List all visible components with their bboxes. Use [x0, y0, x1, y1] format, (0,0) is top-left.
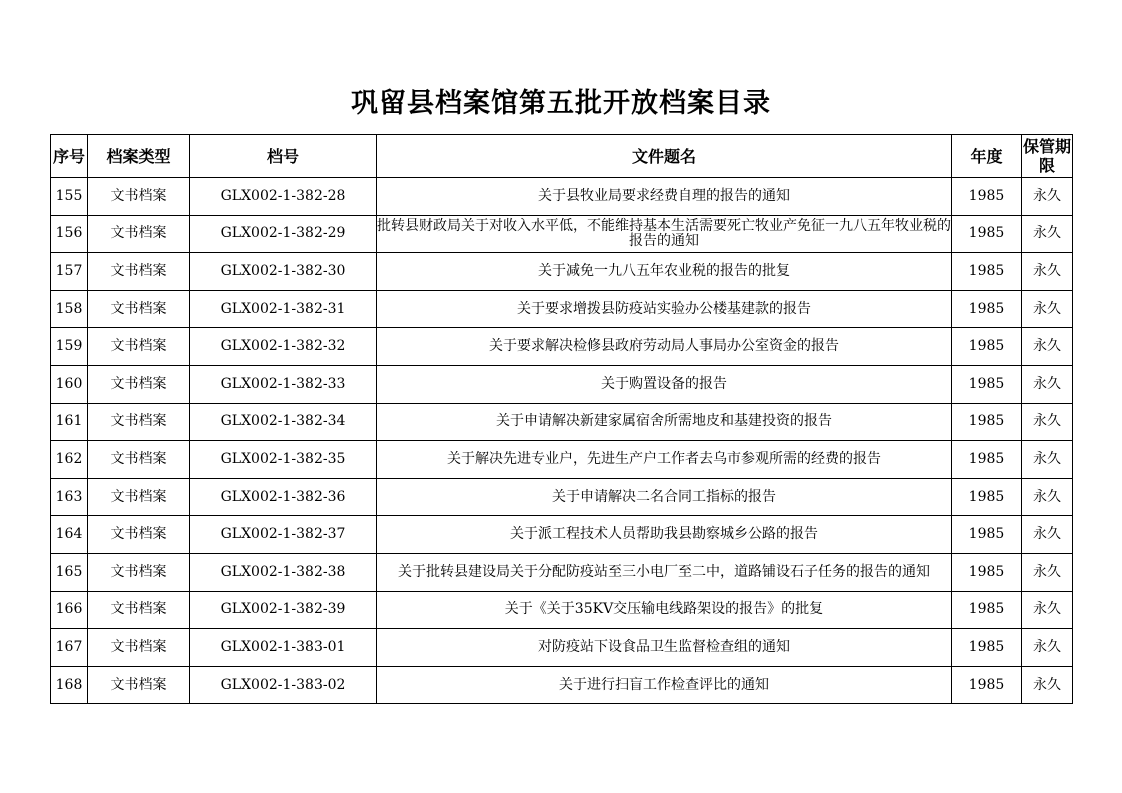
cell-period: 永久: [1022, 629, 1073, 667]
cell-type: 文书档案: [88, 629, 190, 667]
cell-type: 文书档案: [88, 553, 190, 591]
cell-title: 关于申请解决新建家属宿舍所需地皮和基建投资的报告: [377, 403, 952, 441]
cell-code: GLX002-1-382-38: [190, 553, 377, 591]
cell-year: 1985: [952, 591, 1022, 629]
cell-period: 永久: [1022, 516, 1073, 554]
cell-code: GLX002-1-382-32: [190, 328, 377, 366]
cell-type: 文书档案: [88, 441, 190, 479]
cell-title: 对防疫站下设食品卫生监督检查组的通知: [377, 629, 952, 667]
cell-seq: 157: [51, 253, 88, 291]
cell-type: 文书档案: [88, 403, 190, 441]
cell-type: 文书档案: [88, 516, 190, 554]
page-title: 巩留县档案馆第五批开放档案目录: [351, 88, 771, 119]
cell-code: GLX002-1-382-33: [190, 365, 377, 403]
cell-code: GLX002-1-382-37: [190, 516, 377, 554]
cell-title: 关于批转县建设局关于分配防疫站至三小电厂至二中，道路铺设石子任务的报告的通知: [377, 553, 952, 591]
cell-type: 文书档案: [88, 591, 190, 629]
cell-period: 永久: [1022, 591, 1073, 629]
cell-period: 永久: [1022, 328, 1073, 366]
cell-period: 永久: [1022, 253, 1073, 291]
cell-year: 1985: [952, 516, 1022, 554]
table-row: [51, 215, 1073, 253]
cell-seq: 163: [51, 478, 88, 516]
cell-year: 1985: [952, 629, 1022, 667]
cell-type: 文书档案: [88, 666, 190, 704]
cell-period: 永久: [1022, 178, 1073, 216]
cell-seq: 158: [51, 290, 88, 328]
cell-year: 1985: [952, 553, 1022, 591]
cell-code: GLX002-1-383-01: [190, 629, 377, 667]
cell-seq: 168: [51, 666, 88, 704]
cell-title: 关于派工程技术人员帮助我县勘察城乡公路的报告: [377, 516, 952, 554]
cell-seq: 161: [51, 403, 88, 441]
table-row: [51, 365, 1073, 403]
cell-code: GLX002-1-382-36: [190, 478, 377, 516]
cell-period: 永久: [1022, 441, 1073, 479]
table-row: [51, 478, 1073, 516]
cell-year: 1985: [952, 666, 1022, 704]
cell-period: 永久: [1022, 290, 1073, 328]
table-row: [51, 328, 1073, 366]
table-row: [51, 516, 1073, 554]
cell-title: 关于县牧业局要求经费自理的报告的通知: [377, 178, 952, 216]
archive-catalog-table: [50, 134, 1073, 704]
table-body: [51, 178, 1073, 704]
cell-title: 关于申请解决二名合同工指标的报告: [377, 478, 952, 516]
table-row: [51, 253, 1073, 291]
cell-type: 文书档案: [88, 215, 190, 253]
cell-period: 永久: [1022, 478, 1073, 516]
table-row: [51, 666, 1073, 704]
cell-title: 关于解决先进专业户，先进生产户工作者去乌市参观所需的经费的报告: [377, 441, 952, 479]
cell-type: 文书档案: [88, 478, 190, 516]
cell-seq: 156: [51, 215, 88, 253]
table-row: [51, 290, 1073, 328]
cell-type: 文书档案: [88, 178, 190, 216]
cell-year: 1985: [952, 365, 1022, 403]
cell-code: GLX002-1-382-31: [190, 290, 377, 328]
cell-type: 文书档案: [88, 253, 190, 291]
cell-seq: 164: [51, 516, 88, 554]
cell-code: GLX002-1-382-28: [190, 178, 377, 216]
cell-code: GLX002-1-382-39: [190, 591, 377, 629]
header-code: 档号: [190, 135, 377, 178]
cell-seq: 167: [51, 629, 88, 667]
table-row: [51, 591, 1073, 629]
cell-code: GLX002-1-382-35: [190, 441, 377, 479]
cell-code: GLX002-1-382-34: [190, 403, 377, 441]
cell-title: 关于《关于35KV交压输电线路架设的报告》的批复: [377, 591, 952, 629]
cell-type: 文书档案: [88, 328, 190, 366]
cell-title: 关于进行扫盲工作检查评比的通知: [377, 666, 952, 704]
cell-year: 1985: [952, 290, 1022, 328]
cell-year: 1985: [952, 215, 1022, 253]
header-type: 档案类型: [88, 135, 190, 178]
header-seq: 序号: [51, 135, 88, 178]
cell-title: 批转县财政局关于对收入水平低，不能维持基本生活需要死亡牧业产免征一九八五年牧业税的报告的通知: [377, 215, 952, 253]
header-name: 文件题名: [377, 135, 952, 178]
cell-seq: 165: [51, 553, 88, 591]
cell-period: 永久: [1022, 666, 1073, 704]
cell-year: 1985: [952, 403, 1022, 441]
cell-period: 永久: [1022, 403, 1073, 441]
table-row: [51, 178, 1073, 216]
cell-year: 1985: [952, 478, 1022, 516]
cell-seq: 155: [51, 178, 88, 216]
cell-seq: 166: [51, 591, 88, 629]
cell-title: 关于要求解决检修县政府劳动局人事局办公室资金的报告: [377, 328, 952, 366]
cell-code: GLX002-1-382-29: [190, 215, 377, 253]
header-period: 保管期限: [1022, 135, 1073, 178]
table-row: [51, 553, 1073, 591]
table-row: [51, 441, 1073, 479]
cell-code: GLX002-1-383-02: [190, 666, 377, 704]
table-header-row: [51, 135, 1073, 178]
cell-seq: 160: [51, 365, 88, 403]
cell-period: 永久: [1022, 553, 1073, 591]
cell-year: 1985: [952, 441, 1022, 479]
cell-year: 1985: [952, 253, 1022, 291]
cell-type: 文书档案: [88, 365, 190, 403]
table-row: [51, 403, 1073, 441]
cell-title: 关于减免一九八五年农业税的报告的批复: [377, 253, 952, 291]
cell-year: 1985: [952, 328, 1022, 366]
cell-type: 文书档案: [88, 290, 190, 328]
cell-period: 永久: [1022, 215, 1073, 253]
cell-year: 1985: [952, 178, 1022, 216]
table-row: [51, 629, 1073, 667]
cell-period: 永久: [1022, 365, 1073, 403]
header-year: 年度: [952, 135, 1022, 178]
cell-seq: 162: [51, 441, 88, 479]
cell-seq: 159: [51, 328, 88, 366]
cell-title: 关于购置设备的报告: [377, 365, 952, 403]
cell-code: GLX002-1-382-30: [190, 253, 377, 291]
cell-title: 关于要求增拨县防疫站实验办公楼基建款的报告: [377, 290, 952, 328]
